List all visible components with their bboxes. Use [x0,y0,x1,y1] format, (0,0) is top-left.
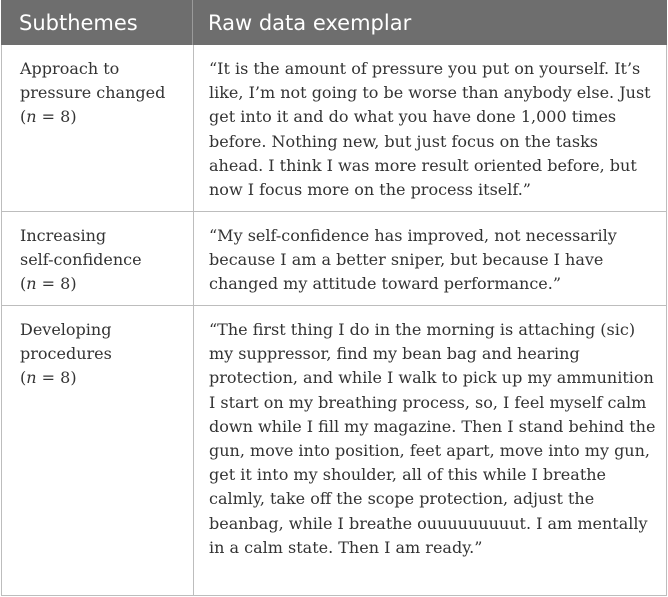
count-suffix: = 8) [36,107,77,127]
header-subthemes: Subthemes [1,0,193,45]
count-variable: n [26,107,37,127]
subtheme-label: Developing procedures [20,320,112,364]
subtheme-cell [2,45,194,211]
exemplar-cell: “The first thing I do in the morning is attaching (sic) my suppressor, find my bean bag and hearing protection, and while I walk to pick up my ammunition I start on my breathing process, so, I feel myself calm down while I fill my magazine. Then I stand behind the gun, move into position, feet apart, move into my gun, get it into my shoulder, all of this while I breathe calmly, take off the scope protection, adjust the beanbag, while I breathe ouuuuuuuuut. I am mentally in a calm state. Then I am ready.” [209,320,656,557]
subtheme-cell [2,212,194,305]
count-prefix: ( [20,368,27,388]
exemplar-cell: “It is the amount of pressure you put on yourself. It’s like, I’m not going to be worse than anybody else. Just get into it and do what you have done 1,000 times before. Nothing new, but just focus on the tasks ahead. I think I was more result oriented before, but now I focus more on the process itself.” [209,59,651,200]
count-prefix: ( [20,107,27,127]
subtheme-label: Approach to pressure changed [20,59,166,103]
subtheme-cell [2,306,194,595]
subtheme-label: Increasing self-confidence [20,226,142,270]
header-raw-data-exemplar: Raw data exemplar [208,10,412,35]
count-suffix: = 8) [36,274,77,294]
table-row [1,45,667,212]
table-header [1,0,667,45]
table-row [1,212,667,306]
table-row [1,306,667,596]
exemplar-cell: “My self-confidence has improved, not necessarily because I am a better sniper, but because I have changed my attitude toward performance.” [209,226,617,294]
subthemes-table [1,0,667,596]
count-prefix: ( [20,274,27,294]
count-variable: n [26,274,37,294]
count-variable: n [26,368,37,388]
count-suffix: = 8) [36,368,77,388]
